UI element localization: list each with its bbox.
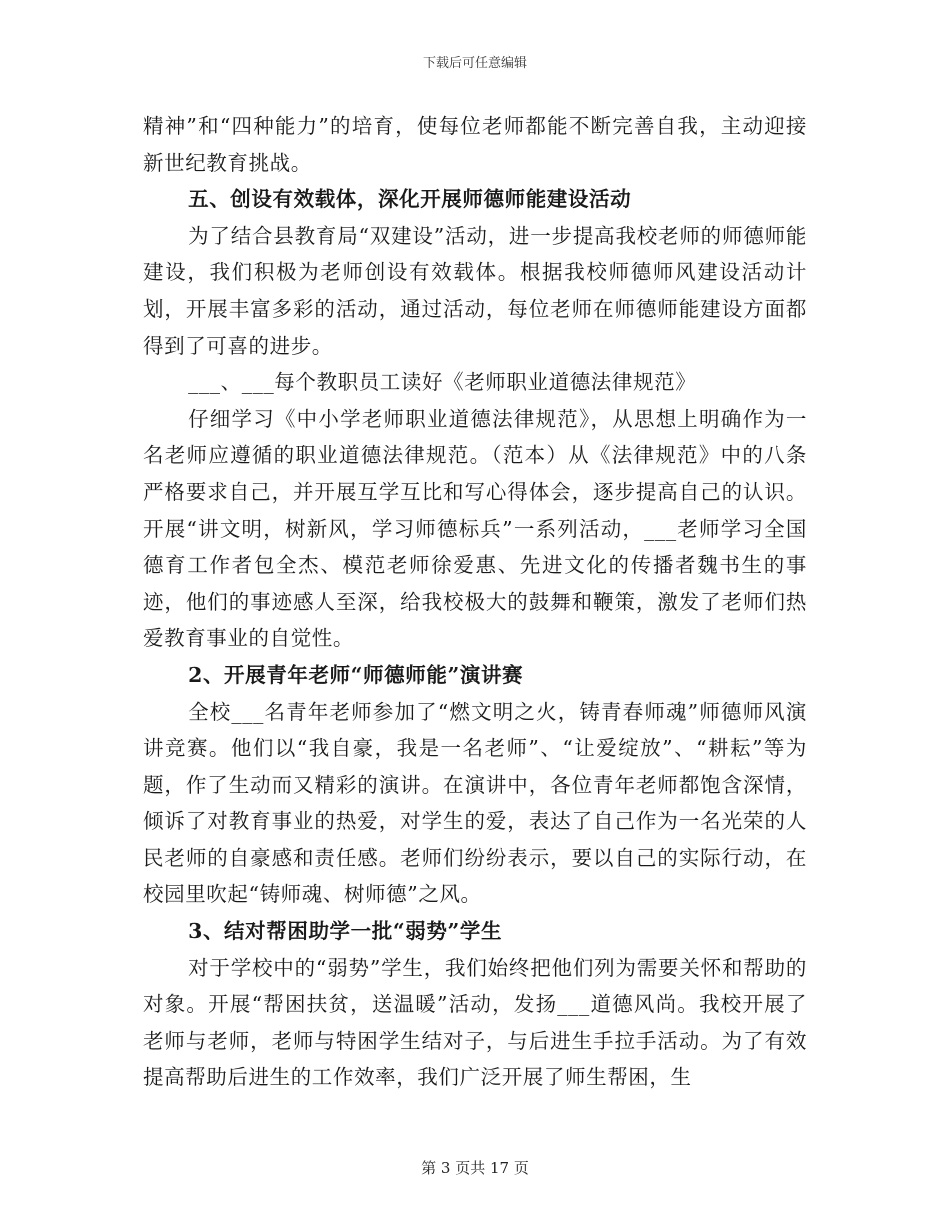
subheading-3: 3、结对帮困助学一批“弱势”学生 (188, 919, 503, 944)
paragraph-continuation: 精神”和“四种能力”的培育，使每位老师都能不断完善自我，主动迎接新世纪教育挑战。 (143, 114, 807, 175)
document-body (143, 108, 807, 1096)
subheading-1: ___、___每个教职员工读好《老师职业道德法律规范》 (188, 370, 697, 395)
page-header-note: 下载后可任意编辑 (422, 56, 527, 71)
paragraph: 对于学校中的“弱势”学生，我们始终把他们列为需要关怀和帮助的对象。开展“帮困扶贫，送温暖”活动，发扬___道德风尚。我校开展了老师与老师，老师与特困学生结对子，与后进生手拉手活动。为了有效提高帮助后进生的工作效率，我们广泛开展了师生帮困，生 (143, 955, 807, 1090)
subheading-2: 2、开展青年老师“师德师能”演讲赛 (188, 662, 524, 687)
page-number: 第 3 页共 17 页 (421, 1159, 529, 1177)
paragraph: 仔细学习《中小学老师职业道德法律规范》，从思想上明确作为一名老师应遵循的职业道德法律规范。（范本）从《法律规范》中的八条严格要求自己，并开展互学互比和写心得体会，逐步提高自己的认识。开展“讲文明，树新风，学习师德标兵”一系列活动，___老师学习全国德育工作者包全杰、模范老师徐爱惠、先进文化的传播者魏书生的事迹，他们的事迹感人至深，给我校极大的鼓舞和鞭策，激发了老师们热爱教育事业的自觉性。 (143, 406, 807, 651)
paragraph: 全校___名青年老师参加了“燃文明之火，铸青春师魂”师德师风演讲竞赛。他们以“我自豪，我是一名老师”、“让爱绽放”、“耕耘”等为题，作了生动而又精彩的演讲。在演讲中，各位青年老师都饱含深情，倾诉了对教育事业的热爱，对学生的爱，表达了自己作为一名光荣的人民老师的自豪感和责任感。老师们纷纷表示，要以自己的实际行动，在校园里吹起“铸师魂、树师德”之风。 (143, 699, 807, 907)
paragraph: 为了结合县教育局“双建设”活动，进一步提高我校老师的师德师能建设，我们积极为老师创设有效载体。根据我校师德师风建设活动计划，开展丰富多彩的活动，通过活动，每位老师在师德师能建设方面都得到了可喜的进步。 (143, 223, 807, 358)
section-heading-5: 五、创设有效载体，深化开展师德师能建设活动 (188, 187, 632, 212)
